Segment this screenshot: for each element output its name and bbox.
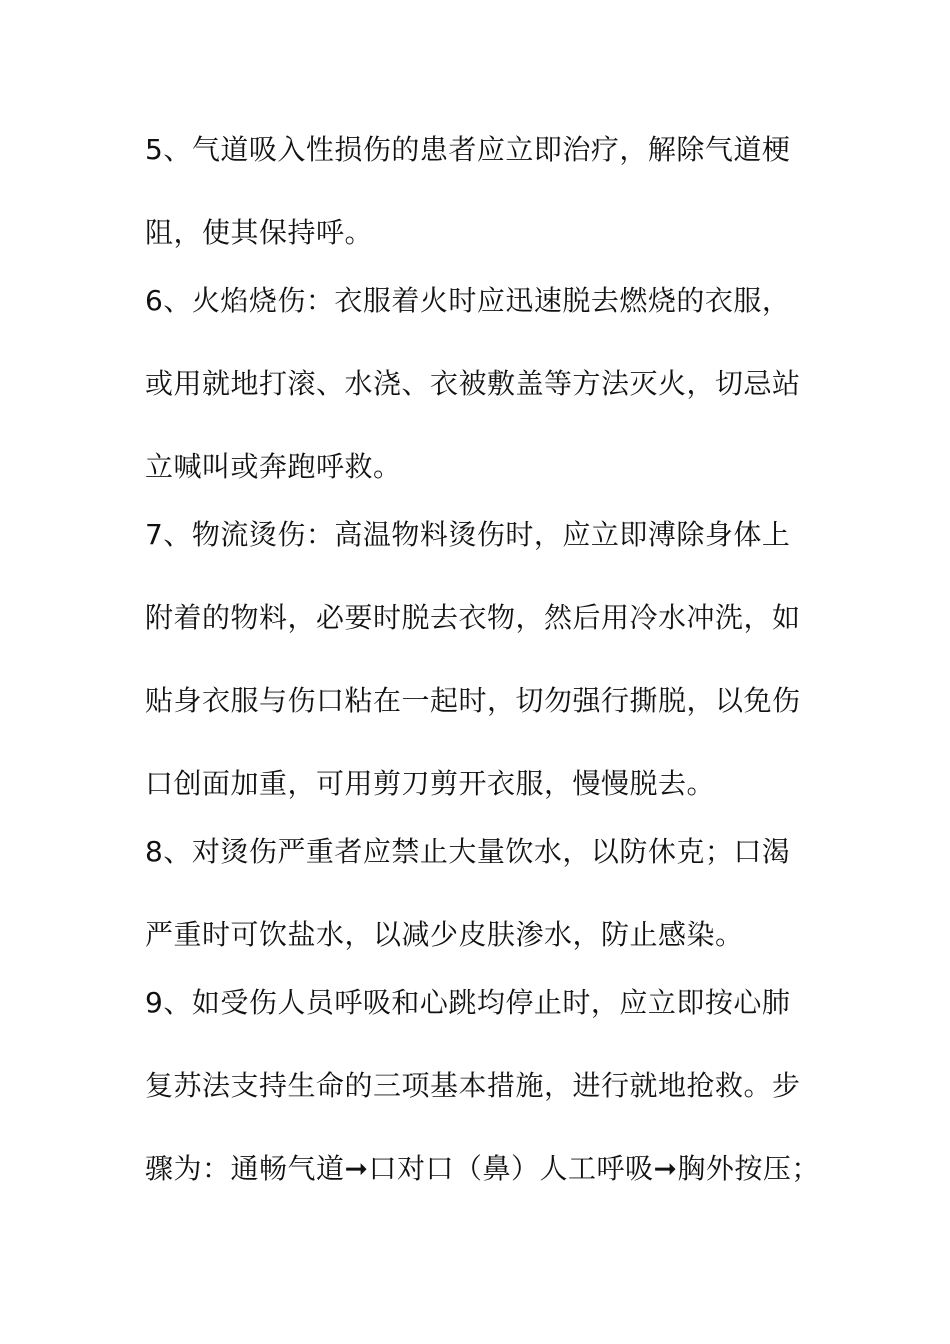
text-line: 或用就地打滚、水浇、衣被敷盖等方法灭火，切忌站 [145, 367, 801, 400]
text-line: 严重时可饮盐水，以减少皮肤渗水，防止感染。 [145, 918, 744, 951]
text-line: 7、物流烫伤：高温物料烫伤时，应立即溥除身体上 [145, 518, 791, 551]
text-line: 立喊叫或奔跑呼救。 [145, 450, 402, 483]
text-line: 6、火焰烧伤：衣服着火时应迅速脱去燃烧的衣服， [145, 284, 791, 317]
text-line: 贴身衣服与伤口粘在一起时，切勿强行撕脱，以免伤 [145, 684, 801, 717]
text-line: 9、如受伤人员呼吸和心跳均停止时，应立即按心肺 [145, 986, 791, 1019]
text-line: 复苏法支持生命的三项基本措施，进行就地抢救。步 [145, 1069, 801, 1102]
text-line: 附着的物料，必要时脱去衣物，然后用冷水冲洗，如 [145, 601, 801, 634]
text-line: 阻，使其保持呼。 [145, 216, 374, 249]
text-line: 骤为：通畅气道➞口对口（鼻）人工呼吸➞胸外按压； [145, 1152, 820, 1185]
text-line: 5、气道吸入性损伤的患者应立即治疗，解除气道梗 [145, 133, 791, 166]
text-line: 8、对烫伤严重者应禁止大量饮水，以防休克；口渴 [145, 835, 791, 868]
text-line: 口创面加重，可用剪刀剪开衣服，慢慢脱去。 [145, 767, 716, 800]
